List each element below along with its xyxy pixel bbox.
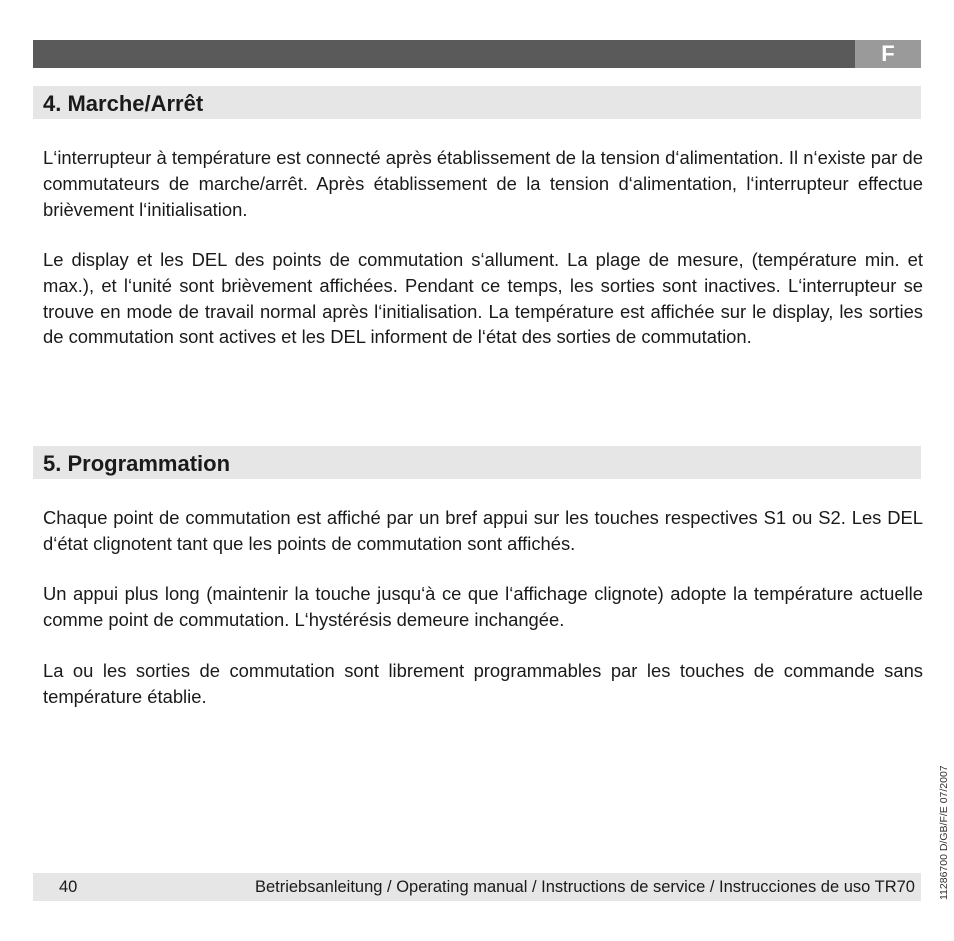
section-5-paragraph-3: La ou les sorties de commutation sont librement programmables par les touches de commande sans température établie. [43,660,923,707]
section-5-header [33,446,921,479]
language-tab: F [855,40,921,68]
section-5-paragraph-2: Un appui plus long (maintenir la touche jusqu‘à ce que l‘affichage clignote) adopte la température actuelle comme point de commutation. L‘hystérésis demeure inchangée. [43,583,923,630]
section-4-paragraph-2: Le display et les DEL des points de commutation s‘allument. La plage de mesure, (température min. et max.), et l‘unité sont brièvement affichées. Pendant ce temps, les sorties sont inactives. L‘interrupteur se trouve en mode de travail normal après l‘initialisation. La température est affichée sur le display, les sorties de commutation sont actives et les DEL informent de l‘état des sorties de commutation. [43,249,923,348]
header-bar [33,40,921,68]
footer-bar [33,873,921,901]
section-4-header [33,86,921,119]
document-code: 11286700 D/GB/F/E 07/2007 [938,765,950,900]
footer-title: Betriebsanleitung / Operating manual / Instructions de service / Instrucciones de uso TR70 [254,878,915,896]
section-5-paragraph-1: Chaque point de commutation est affiché par un bref appui sur les touches respectives S1 ou S2. Les DEL d‘état clignotent tant que les points de commutation sont affichés. [43,507,923,554]
section-4-paragraph-1: L‘interrupteur à température est connecté après établissement de la tension d‘alimentation. Il n‘existe par de commutateurs de marche/arrêt. Après établissement de la tension d‘alimentation, l‘interrupteur effectue brièvement l‘initialisation. [43,147,923,220]
section-4-title: 4. Marche/Arrêt [43,91,204,116]
section-5-title: 5. Programmation [43,451,231,476]
page-number: 40 [59,878,78,896]
